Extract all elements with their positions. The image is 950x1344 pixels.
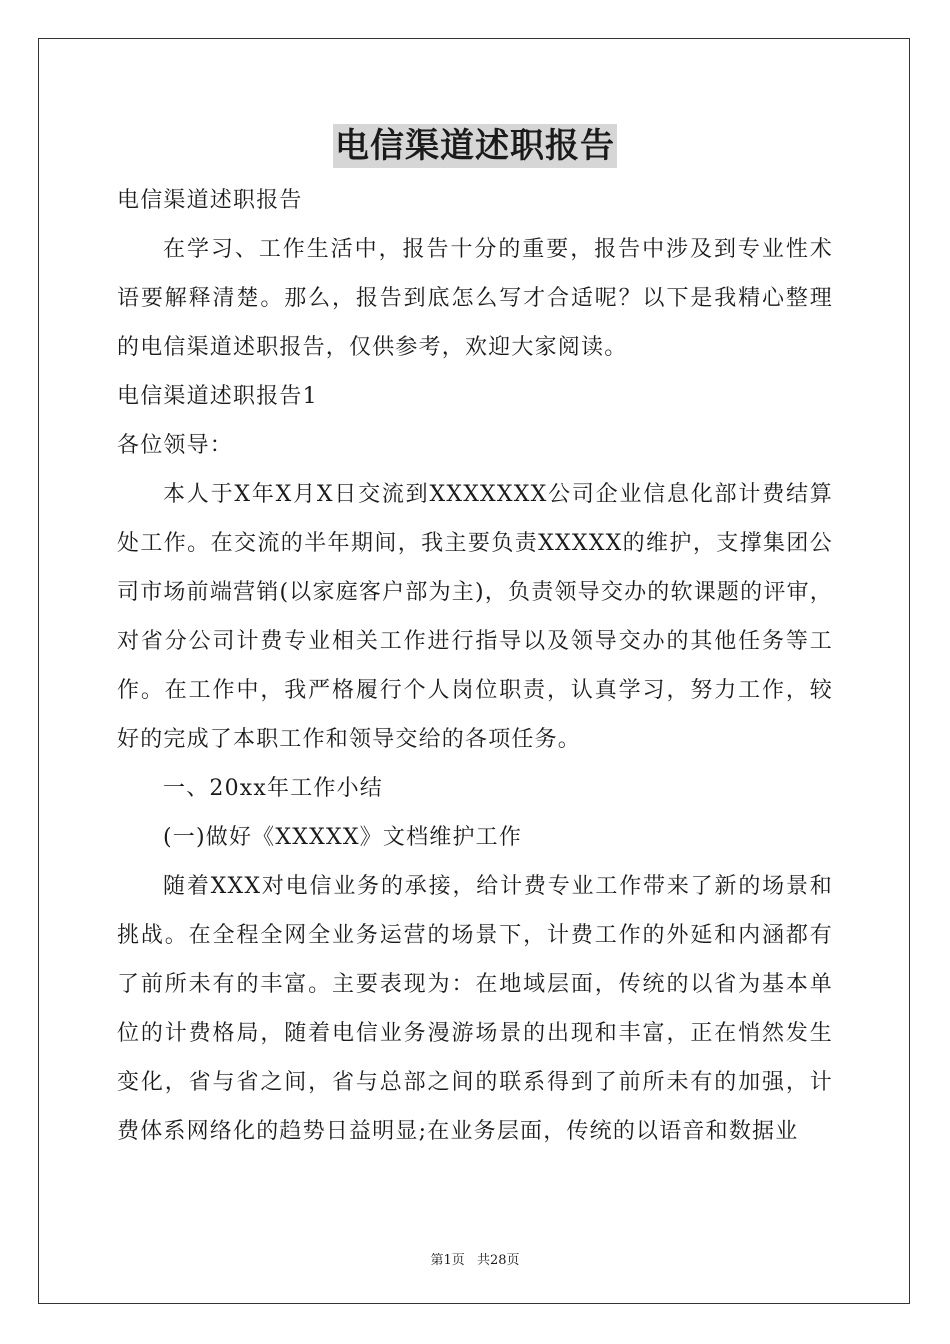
page-number: 第1页 xyxy=(430,1253,465,1268)
paragraph: 在学习、工作生活中，报告十分的重要，报告中涉及到专业性术语要解释清楚。那么，报告到底怎么写才合适呢？以下是我精心整理的电信渠道述职报告，仅供参考，欢迎大家阅读。 xyxy=(117,237,833,360)
section-heading: 一、20xx年工作小结 xyxy=(163,776,384,801)
page-footer xyxy=(0,1249,950,1268)
document-title: 电信渠道述职报告 xyxy=(335,126,615,166)
title-container xyxy=(0,124,950,168)
paragraph: 随着XXX对电信业务的承接，给计费专业工作带来了新的场景和挑战。在全程全网全业务运营的场景下，计费工作的外延和内涵都有了前所未有的丰富。主要表现为：在地域层面，传统的以省为基本单位的计费格局，随着电信业务漫游场景的出现和丰富，正在悄然发生变化，省与省之间，省与总部之间的联系得到了前所未有的加强，计费体系网络化的趋势日益明显;在业务层面，传统的以语音和数据业 xyxy=(117,874,833,1144)
paragraph: 电信渠道述职报告 xyxy=(117,188,303,213)
page-total: 共28页 xyxy=(476,1253,520,1268)
paragraph: 各位领导： xyxy=(117,433,234,458)
document-body xyxy=(117,176,833,1156)
paragraph: 电信渠道述职报告1 xyxy=(117,384,318,409)
subsection-heading: (一)做好《XXXXX》文档维护工作 xyxy=(163,825,523,850)
paragraph: 本人于X年X月X日交流到XXXXXXX公司企业信息化部计费结算处工作。在交流的半年期间，我主要负责XXXXX的维护，支撑集团公司市场前端营销(以家庭客户部为主)，负责领导交办的软课题的评审，对省分公司计费专业相关工作进行指导以及领导交办的其他任务等工作。在工作中，我严格履行个人岗位职责，认真学习，努力工作，较好的完成了本职工作和领导交给的各项任务。 xyxy=(117,482,833,752)
